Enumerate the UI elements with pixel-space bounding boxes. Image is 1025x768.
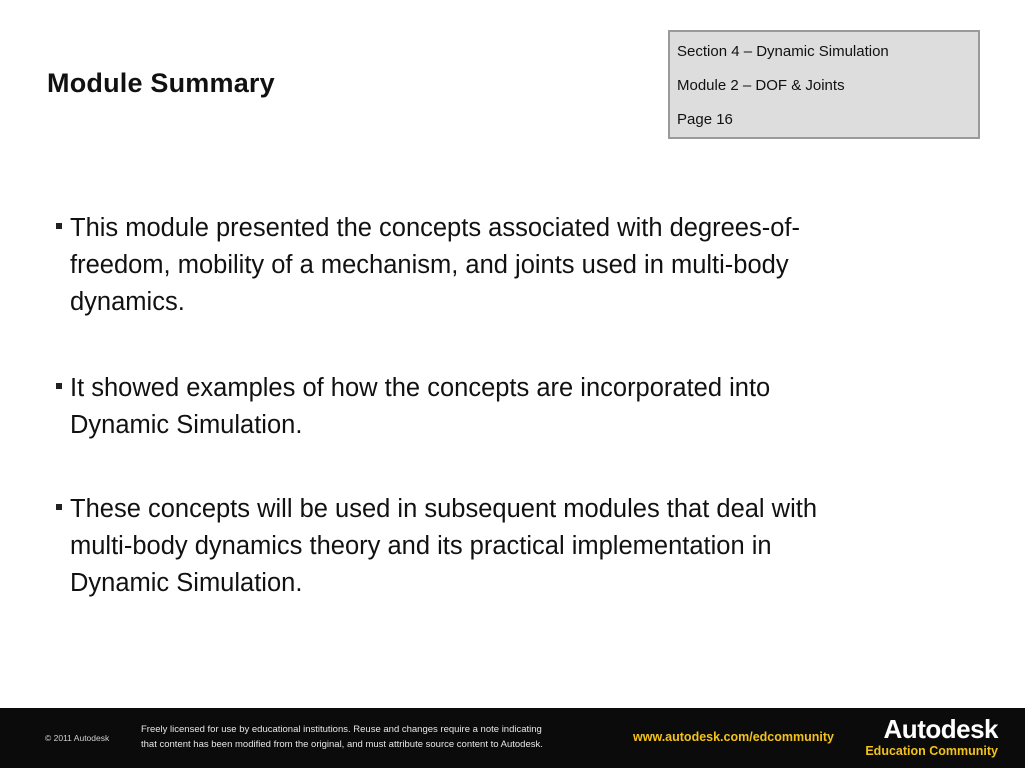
bullet-text [70,370,920,444]
bullet-square-icon [56,504,62,510]
footer-bar [0,708,1025,768]
module-label: Module 2 – DOF & Joints [677,77,845,94]
slide-title: Module Summary [47,68,275,98]
logo-subtitle: Education Community [865,744,998,758]
bullet-square-icon [56,383,62,389]
bullet-line: It showed examples of how the concepts are incorporated into [70,374,771,402]
page-label: Page 16 [677,111,733,128]
section-label: Section 4 – Dynamic Simulation [677,43,889,60]
license-notice [141,722,621,752]
bullet-line: Dynamic Simulation. [70,411,303,439]
license-line: Freely licensed for use by educational institutions. Reuse and changes require a note indicating [141,724,542,735]
bullet-line: dynamics. [70,288,185,316]
bullet-line: Dynamic Simulation. [70,569,303,597]
section-info-box [668,30,980,139]
logo-wordmark: Autodesk [883,714,998,744]
bullet-line: These concepts will be used in subsequent modules that deal with [70,495,818,523]
bullet-text [70,210,920,321]
edcommunity-link[interactable]: www.autodesk.com/edcommunity [633,730,834,744]
bullet-line: multi-body dynamics theory and its practical implementation in [70,532,772,560]
license-line: that content has been modified from the original, and must attribute source content to Autodesk. [141,739,543,750]
bullet-text [70,491,920,602]
autodesk-logo [862,714,1012,764]
bullet-line: freedom, mobility of a mechanism, and joints used in multi-body [70,251,789,279]
bullet-square-icon [56,223,62,229]
bullet-line: This module presented the concepts associated with degrees-of- [70,214,800,242]
copyright-text: © 2011 Autodesk [45,733,110,743]
